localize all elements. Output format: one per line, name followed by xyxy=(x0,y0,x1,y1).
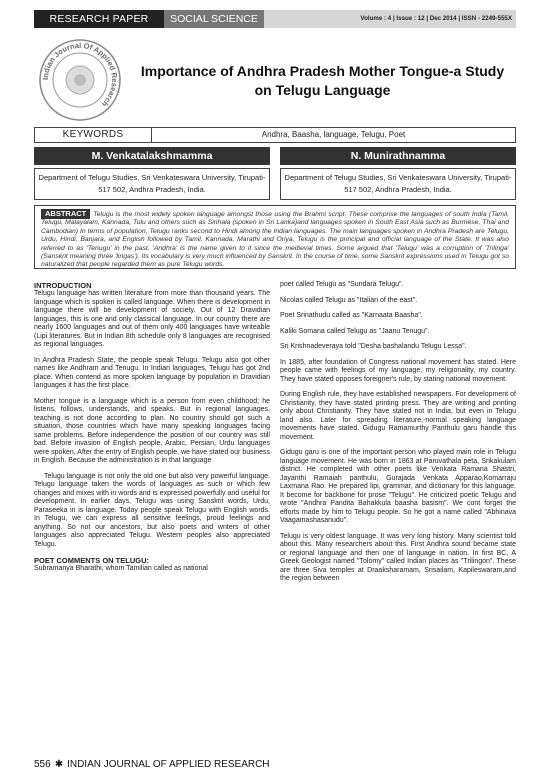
abstract-label: ABSTRACT xyxy=(41,209,90,219)
paper-title: Importance of Andhra Pradesh Mother Tongue-a Study on Telugu Language xyxy=(140,63,505,98)
star-icon: ✱ xyxy=(54,759,64,770)
keywords-label: KEYWORDS xyxy=(34,127,152,143)
paragraph: Telugu is very oldest language. It was very long history. Many scientist told about this. Many researchers about this. First Andhra sound became state or regional language and then one of language in nation. In first BC, A Greek Geologist named "Tolomy" called Indian places as "Trilingon". These are three Siva temples at Draaksharamam, Srisailam, Kapileswaram,and the region between xyxy=(280,532,516,582)
paragraph: In Andhra Pradesh State, the people speak Telugu. Telugu also got other names like Andhram and Tenugu. In Indian languages, Telugu has got 2nd place. When contend as more spoken language by population in Dravidian languages it has the first place. xyxy=(34,356,270,389)
paragraph: During English rule, they have established newspapers. For development of Christianity, they have stated printing press. They are writing and printing only about Christianity. They have stated not in India, but even in Telugu land also. Later for spreading literature,-normal speaking language movements have stated. Gidugu Ramamurthy Panthulu garu handle this movement. xyxy=(280,391,516,441)
page-number: 556 xyxy=(34,759,51,770)
paragraph: Subramanya Bharathi, whom Tamilian called as national xyxy=(34,565,208,572)
paragraph: Sri Krishnadeveraya told "Desha bashalandu Telugu Lessa". xyxy=(280,343,467,350)
author-name-2: N. Munirathnamma xyxy=(280,147,516,165)
paragraph: Telugu language has written literature from more than thousand years. The language which is spoken is called language. When there is development in language there will be development of society. Out of 12 Dravidian languages, this is one and only classical language. In our country there are nearly 1600 languages and out of them only 400 languages have writeable (Lipi literatures. But in Indian 8th schedule only 8 languages are recognised as regional languages. xyxy=(34,290,270,348)
paragraph: Nicolas called Telugu as "Italian of the east". xyxy=(280,296,418,304)
introduction-heading: INTRODUCTION xyxy=(34,281,92,290)
keywords-text: Andhra, Baasha, language, Telugu, Poet xyxy=(152,127,516,143)
right-column xyxy=(280,281,516,591)
paragraph: poet called Telugu as "Sundara Telugu". xyxy=(280,281,404,288)
paragraph: Telugu language is not only the old one but also very powerful language. Telugu language taken the words of languages as such or which few changes and mixes with in words and is expressed powerfully and useful for development. In earlier days, Telugu was using Sanskrit words, Urdu, Paraseeka in is language. Today people speak Telugu with English words. In Telugu, we can express all sensitive feelings, proud feelings and anything. So not our ancestors, but also poets and writers of other languages also appreciated Telugu. Western peoples also appreciated Telugu. xyxy=(34,472,270,548)
paragraph: In 1885, after foundation of Congress national movement has stated. Here people came with feelings of my language, my religionality, my country. They have stated opposes foreigner's rule, by stating national movement. xyxy=(280,358,516,383)
paragraph: Mother tongue is a language which is a person from even childhood; he listens, follows, understands, and speaks. But in regional languages, teaching is not done according to plan. No country should got such a situation, those countries which have many speaking languages facing same problems. Before independence the position of our country was still bad. Before invasion of English people, Arabic, Persian, Urdu languages were spoken. After the entry of English people, we have stated our business in English. Because the administration is in that language xyxy=(34,397,270,464)
journal-seal-logo xyxy=(38,38,122,122)
poet-comments-heading: POET COMMENTS ON TELUGU: xyxy=(34,556,149,565)
left-column xyxy=(34,281,270,581)
abstract-text: Telugu is the most widely spoken language amongst those using the Brahmi script. These comprise the languages of south India (Tamil, Telugu, Malayalam, Kannada, Tulu and others such as Sinhala (spoken in Sri Lanka)and languages spoken in South East Asia such as Burmese, Thai and Cambodian) In terms of population, Telugu ranks second to Hindi among the Indian languages. The main languages spoken in Andhra Pradesh are Telugu, Urdu, Hindi, Banjara, and English followed by Tamil, Kannada, Marathi and Oriya. Telugu is the principal and official language of the State. It was also referred to as 'Tenugu' in the past. 'Andhra' is the name given to it since the medieval times. Some argued that 'Telugu' was a corruption of 'Trilinga' (Sanskrit meaning three 'lingas'). Its vocabulary is very much influenced by Sanskrit. In the course of time, some Sanskrit expressions used in Telugu got so naturalized that people regarded them as pure Telugu words. xyxy=(41,211,509,269)
abstract-box xyxy=(34,205,516,269)
author-affiliation-2: Department of Telugu Studies, Sri Venkateswara University, Tirupati-517 502, Andhra Pradesh, India. xyxy=(280,168,516,200)
volume-info: Volume : 4 | Issue : 12 | Dec 2014 | ISSN - 2249-555X xyxy=(264,10,516,28)
journal-name: INDIAN JOURNAL OF APPLIED RESEARCH xyxy=(67,759,270,770)
svg-text:Indian Journal Of Applied Rese: Indian Journal Of Applied Research xyxy=(40,40,120,109)
paragraph: Poet Srinathudu called as "Karnaata Baasha". xyxy=(280,312,423,319)
author-affiliation-1: Department of Telugu Studies, Sri Venkateswara University, Tirupati-517 502, Andhra Pradesh, India. xyxy=(34,168,270,200)
journal-header xyxy=(0,0,550,30)
paragraph: Kaliki Somana called Telugu as "Jaanu Tenugu". xyxy=(280,327,430,335)
paragraph: Gidugu garu is one of the important person who played main role in Telugu language movement. He was born in 1863 at Paruvathala peta, Srikakulam district. He completed with other poets like Venkata Ramana Shastri, Jayanthi Ramaiah panthulu, Gurajada Venkata Apparao,Komarraju Laxmana Rao. He prepared lipi, grammar, and dictionary for this language. It become for backbone for prose "Telugu". He criticized poetic Telugu and wrote "Andhra Pandita Bahakkula baasha basism". We cont forget the efforts made by him to Telugu people. So he got a name called "Abhinava Vaagamashasanudu". xyxy=(280,449,516,524)
page-footer xyxy=(34,759,516,771)
subject-label: SOCIAL SCIENCE xyxy=(164,10,264,28)
keywords-row xyxy=(34,127,516,143)
author-name-1: M. Venkatalakshmamma xyxy=(34,147,270,165)
research-paper-label: RESEARCH PAPER xyxy=(34,10,164,28)
